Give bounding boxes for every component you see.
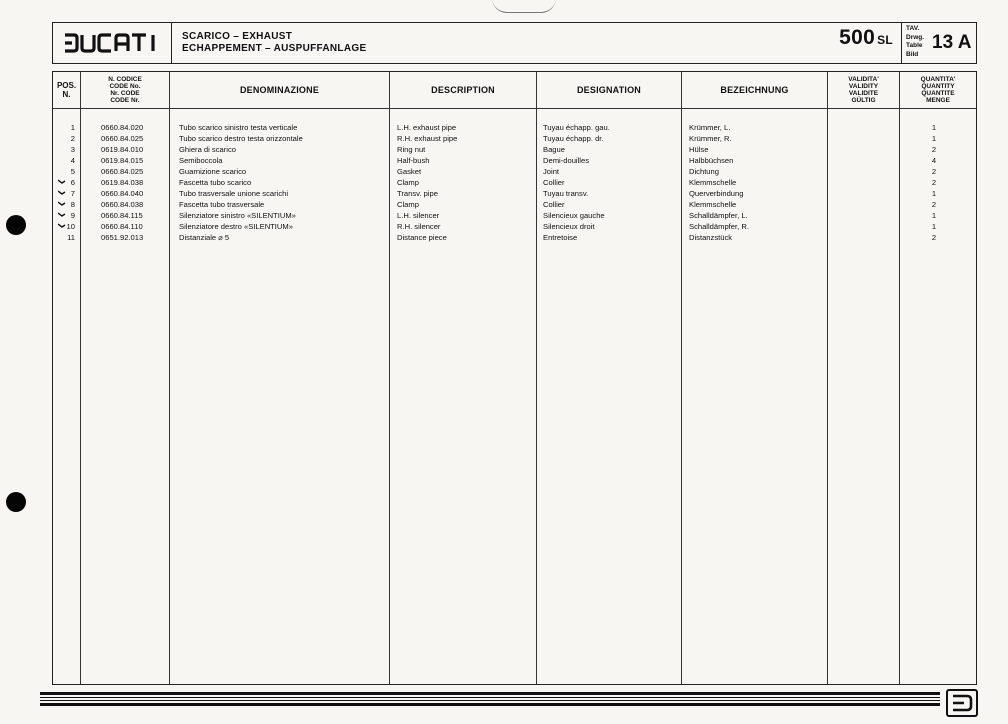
part-pos: 4 xyxy=(70,156,75,165)
part-pos: 8 xyxy=(70,200,75,209)
part-name-it: Silenziatore destro «SILENTIUM» xyxy=(179,222,293,231)
part-name-en: Ring nut xyxy=(397,145,426,154)
part-name-fr: Tuyau échapp. gau. xyxy=(543,123,610,132)
col-head-designation: DESIGNATION xyxy=(576,85,642,95)
part-name-fr: Demi-douilles xyxy=(543,156,590,165)
part-name-de: Krümmer, L. xyxy=(689,123,731,132)
part-code: 0660.84.115 xyxy=(101,211,143,220)
part-quantity: 2 xyxy=(931,167,937,176)
col-head-code-line: CODE No. xyxy=(109,83,141,90)
model-label xyxy=(839,26,893,49)
footer-rule xyxy=(40,703,940,706)
part-code: 0619.84.010 xyxy=(101,145,144,154)
ducati-logo-mark xyxy=(63,33,161,53)
table-number: 13 A xyxy=(932,32,972,53)
part-name-de: Krümmer, R. xyxy=(689,134,732,143)
part-code: 0619.84.038 xyxy=(101,178,144,187)
part-quantity: 1 xyxy=(931,222,937,231)
footer-rule xyxy=(40,697,940,698)
part-quantity: 4 xyxy=(931,156,937,165)
ducati-d-logo-icon xyxy=(946,689,978,717)
col-head-validity xyxy=(828,72,899,108)
paper-arc-mark xyxy=(492,0,556,13)
part-name-de: Hülse xyxy=(689,145,709,154)
table-row xyxy=(53,188,976,199)
table-row xyxy=(53,144,976,155)
part-name-en: Distance piece xyxy=(397,233,447,242)
part-name-fr: Silencieux gauche xyxy=(543,211,605,220)
part-name-de: Klemmschelle xyxy=(689,200,737,209)
col-head-quantity-line: QUANTITY xyxy=(921,83,955,90)
part-name-it: Ghiera di scarico xyxy=(179,145,236,154)
part-name-fr: Tuyau transv. xyxy=(543,189,589,198)
part-code: 0619.84.015 xyxy=(101,156,144,165)
model-number: 500 xyxy=(839,26,876,49)
part-pos: 6 xyxy=(70,178,75,187)
title-block xyxy=(172,23,901,63)
part-name-fr: Collier xyxy=(543,178,565,187)
part-name-it: Fascetta tubo scarico xyxy=(179,178,252,187)
table-row xyxy=(53,155,976,166)
table-reference xyxy=(901,23,976,63)
part-name-it: Tubo scarico sinistro testa verticale xyxy=(179,123,298,132)
table-row xyxy=(53,133,976,144)
part-name-en: Clamp xyxy=(397,178,419,187)
footer-rule xyxy=(40,700,940,701)
col-head-code-line: N. CODICE xyxy=(108,76,142,83)
part-name-fr: Bague xyxy=(543,145,565,154)
binder-hole-top xyxy=(6,215,26,235)
part-name-it: Silenziatore sinistro «SILENTIUM» xyxy=(179,211,296,220)
part-code: 0660.84.040 xyxy=(101,189,144,198)
part-pos: 1 xyxy=(70,123,75,132)
part-name-de: Distanzstück xyxy=(689,233,733,242)
part-quantity: 2 xyxy=(931,200,937,209)
part-pos: 3 xyxy=(70,145,75,154)
part-name-de: Dichtung xyxy=(689,167,719,176)
footer-rule xyxy=(40,692,940,695)
part-name-fr: Tuyau échapp. dr. xyxy=(543,134,604,143)
part-name-en: Gasket xyxy=(397,167,422,176)
part-name-it: Tubo trasversale unione scarichi xyxy=(179,189,289,198)
table-ref-labels xyxy=(906,25,924,59)
col-head-code-line: CODE Nr. xyxy=(110,97,140,104)
part-quantity: 2 xyxy=(931,145,937,154)
part-name-de: Schalldämpfer, R. xyxy=(689,222,749,231)
table-row xyxy=(53,177,976,188)
part-pos: 10 xyxy=(66,222,75,231)
col-head-validity-line: VALIDITE xyxy=(848,90,879,97)
part-name-it: Distanziale ⌀ 5 xyxy=(179,233,230,242)
part-code: 0651.92.013 xyxy=(101,233,144,242)
part-name-en: R.H. silencer xyxy=(397,222,441,231)
col-head-quantity-line: QUANTITE xyxy=(921,90,955,97)
part-quantity: 1 xyxy=(931,134,937,143)
part-name-en: L.H. silencer xyxy=(397,211,440,220)
col-head-pos-line: POS. xyxy=(56,81,77,90)
part-code: 0660.84.025 xyxy=(101,134,144,143)
part-quantity: 2 xyxy=(931,178,937,187)
part-name-it: Guarnizione scarico xyxy=(179,167,247,176)
table-row xyxy=(53,232,976,243)
part-pos: 5 xyxy=(70,167,75,176)
col-head-code xyxy=(81,72,169,108)
model-suffix: SL xyxy=(877,33,893,47)
col-head-description: DESCRIPTION xyxy=(431,85,495,95)
part-quantity: 1 xyxy=(931,123,937,132)
part-pos: 11 xyxy=(67,233,75,242)
title-line-1: SCARICO – EXHAUST xyxy=(182,31,293,42)
table-row xyxy=(53,210,976,221)
part-quantity: 1 xyxy=(931,189,937,198)
part-name-it: Tubo scarico destro testa orizzontale xyxy=(179,134,303,143)
part-name-de: Querverbindung xyxy=(689,189,744,198)
table-ref-label: TAV. xyxy=(906,25,920,32)
part-code: 0660.84.025 xyxy=(101,167,144,176)
part-name-en: R.H. exhaust pipe xyxy=(397,134,458,143)
part-pos: 2 xyxy=(70,134,75,143)
col-head-validity-line: VALIDITY xyxy=(848,83,879,90)
table-row xyxy=(53,199,976,210)
part-pos: 9 xyxy=(70,211,75,220)
col-head-validity-line: GÜLTIG xyxy=(851,97,876,104)
part-code: 0660.84.038 xyxy=(101,200,144,209)
table-row xyxy=(53,221,976,232)
part-name-en: Transv. pipe xyxy=(397,189,438,198)
col-head-pos xyxy=(53,72,80,108)
header-divider xyxy=(53,108,976,109)
col-head-code-line: Nr. CODE xyxy=(110,90,140,97)
part-name-fr: Silencieux droit xyxy=(543,222,595,231)
part-quantity: 1 xyxy=(931,211,937,220)
part-name-de: Schalldämpfer, L. xyxy=(689,211,748,220)
part-name-en: L.H. exhaust pipe xyxy=(397,123,457,132)
part-name-it: Fascetta tubo trasversale xyxy=(179,200,265,209)
col-head-pos-line: N. xyxy=(62,90,71,99)
parts-table xyxy=(52,71,977,685)
part-name-fr: Entretoise xyxy=(543,233,578,242)
sheet-header xyxy=(52,22,977,64)
part-quantity: 2 xyxy=(931,233,937,242)
part-name-fr: Joint xyxy=(543,167,560,176)
col-head-quantity xyxy=(900,72,976,108)
part-name-en: Half-bush xyxy=(397,156,430,165)
part-name-de: Halbbüchsen xyxy=(689,156,734,165)
col-head-quantity-line: QUANTITA' xyxy=(920,76,956,83)
col-head-quantity-line: MENGE xyxy=(926,97,950,104)
binder-hole-bottom xyxy=(6,492,26,512)
part-code: 0660.84.110 xyxy=(101,222,143,231)
ducati-logo xyxy=(53,23,172,63)
col-head-bezeichnung: BEZEICHNUNG xyxy=(720,85,789,95)
part-name-it: Semiboccola xyxy=(179,156,223,165)
col-head-denominazione: DENOMINAZIONE xyxy=(239,85,320,95)
part-name-en: Clamp xyxy=(397,200,419,209)
part-code: 0660.84.020 xyxy=(101,123,144,132)
table-ref-label: Table xyxy=(906,42,923,49)
col-head-validity-line: VALIDITA' xyxy=(848,76,879,83)
part-name-fr: Collier xyxy=(543,200,565,209)
table-ref-label: Bild xyxy=(906,50,919,58)
title-line-2: ECHAPPEMENT – AUSPUFFANLAGE xyxy=(182,43,367,54)
table-ref-label: Drwg. xyxy=(906,33,925,41)
part-pos: 7 xyxy=(70,189,75,198)
part-name-de: Klemmschelle xyxy=(689,178,737,187)
table-row xyxy=(53,122,976,133)
table-row xyxy=(53,166,976,177)
